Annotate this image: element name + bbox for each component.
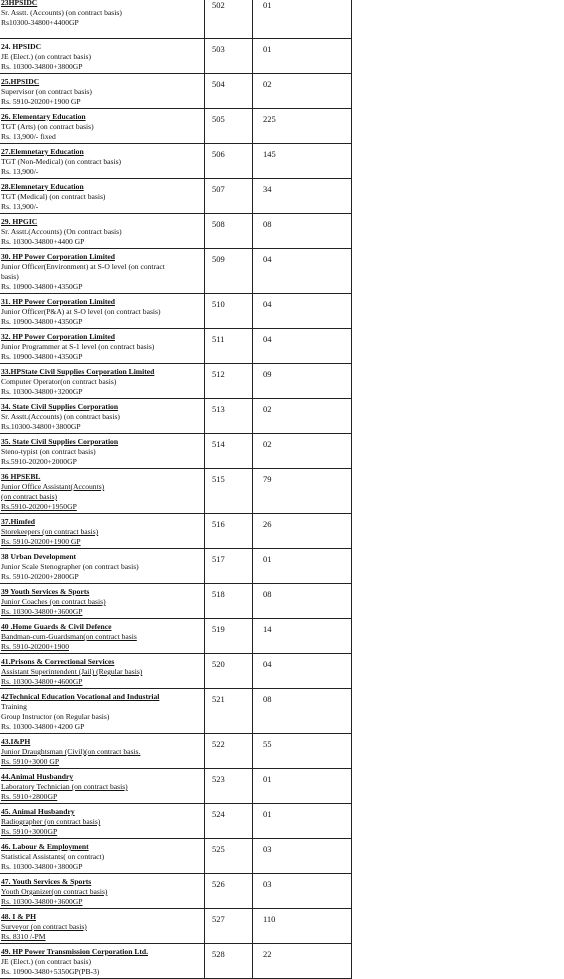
table-row [0,364,352,399]
post-code-cell: 521 [205,689,253,734]
vacancy-count-cell: 04 [253,329,352,364]
post-detail-line: Rs. 5910+3000 GP [1,757,60,766]
post-description-cell [0,549,205,584]
post-detail-line: Group Instructor (on Regular basis) [1,712,110,721]
post-code-cell: 509 [205,249,253,294]
post-code-cell: 507 [205,179,253,214]
department-heading: 27.Elemnetary Education [1,147,84,156]
post-detail-line: Bandman-cum-Guardsman(on contract basis [1,632,137,641]
department-heading: 49. HP Power Transmission Corporation Ltd. [1,947,149,956]
vacancy-count-cell: 225 [253,109,352,144]
post-detail-line: Sr. Asstt. (Accounts) (on contract basis) [1,8,122,17]
post-description-cell [0,584,205,619]
department-heading: 28.Elemnetary Education [1,182,84,191]
post-code-cell: 512 [205,364,253,399]
vacancy-count-cell: 145 [253,144,352,179]
post-code-cell: 518 [205,584,253,619]
post-detail-line: Junior Coaches (on contract basis) [1,597,106,606]
table-row [0,74,352,109]
department-heading: 30. HP Power Corporation Limited [1,252,115,261]
department-heading: 25.HPSIDC [1,77,40,86]
post-code-cell: 520 [205,654,253,689]
post-detail-line: Rs. 5910+2800GP [1,792,58,801]
post-description-cell [0,874,205,909]
post-detail-line: Rs. 5910+3000GP [1,827,58,836]
post-description-cell [0,399,205,434]
table-row [0,294,352,329]
post-detail-line: Rs. 10900-34800+4350GP [1,317,83,326]
post-code-cell: 506 [205,144,253,179]
table-row [0,0,352,39]
post-detail-line: TGT (Non-Medical) (on contract basis) [1,157,122,166]
post-code-cell: 519 [205,619,253,654]
post-detail-line: Junior Draughtsman (Civil)(on contract basis. [1,747,141,756]
department-heading: 36 HPSEBL [1,472,41,481]
post-detail-line: Junior Programmer at S-1 level (on contract basis) [1,342,155,351]
post-description-cell [0,769,205,804]
table-row [0,874,352,909]
vacancy-count-cell: 01 [253,769,352,804]
post-detail-line: Assistant Superintendent (Jail) (Regular basis) [1,667,143,676]
post-detail-line: Supervisor (on contract basis) [1,87,92,96]
post-detail-line: Rs. 10300-34800+4400 GP [1,237,85,246]
post-detail-line: Statistical Assistants( on contract) [1,852,105,861]
post-description-cell [0,469,205,514]
post-code-cell: 510 [205,294,253,329]
vacancy-count-cell: 04 [253,294,352,329]
vacancy-count-cell: 08 [253,689,352,734]
post-description-cell [0,619,205,654]
post-detail-line: Rs. 13,900/- [1,167,39,176]
vacancy-count-cell: 14 [253,619,352,654]
post-detail-line: Junior Officer(Environment) at S-O level (on contract [1,262,165,271]
post-detail-line: Rs. 10900-3480+5350GP(PB-3) [1,967,100,976]
vacancy-count-cell: 08 [253,214,352,249]
table-row [0,214,352,249]
post-description-cell [0,329,205,364]
post-detail-line: Rs. 10300-34800+3600GP [1,897,83,906]
post-detail-line: Youth Organizer(on contract basis) [1,887,108,896]
post-description-cell [0,109,205,144]
post-detail-line: Junior Office Assistant(Accounts) [1,482,105,491]
post-code-cell: 523 [205,769,253,804]
table-row [0,329,352,364]
table-row [0,804,352,839]
vacancy-count-cell: 26 [253,514,352,549]
department-heading: 42Technical Education Vocational and Industrial [1,692,160,701]
post-detail-line: (on contract basis) [1,492,58,501]
table-row [0,109,352,144]
post-description-cell [0,249,205,294]
post-detail-line: Rs. 13,900/- [1,202,39,211]
vacancy-count-cell: 03 [253,874,352,909]
vacancy-count-cell: 04 [253,249,352,294]
vacancy-count-cell: 55 [253,734,352,769]
post-detail-line: Rs.5910-20200+1950GP [1,502,77,511]
post-code-cell: 508 [205,214,253,249]
department-heading: 39 Youth Services & Sports [1,587,90,596]
table-row [0,144,352,179]
department-heading: 45. Animal Husbandry [1,807,75,816]
post-detail-line: Radiographer (on contract basis) [1,817,101,826]
post-detail-line: Junior Scale Stenographer (on contract basis) [1,562,139,571]
department-heading: 24. HPSIDC [1,42,42,51]
department-heading: 46. Labour & Employment [1,842,89,851]
post-code-cell: 528 [205,944,253,979]
table-row [0,549,352,584]
post-detail-line: Rs. 10900-34800+4350GP [1,282,83,291]
post-code-cell: 526 [205,874,253,909]
post-description-cell [0,364,205,399]
vacancy-count-cell: 01 [253,549,352,584]
department-heading: 44.Animal Husbandry [1,772,74,781]
table-row [0,769,352,804]
vacancy-count-cell: 02 [253,74,352,109]
table-row [0,909,352,944]
table-row [0,944,352,979]
post-description-cell [0,654,205,689]
post-detail-line: Training [1,702,27,711]
post-description-cell [0,179,205,214]
post-detail-line: Sr. Asstt.(Accounts) (on contract basis) [1,412,120,421]
table-row [0,399,352,434]
department-heading: 37.Himfed [1,517,35,526]
post-detail-line: TGT (Arts) (on contract basis) [1,122,94,131]
post-detail-line: Steno-typist (on contract basis) [1,447,96,456]
vacancy-count-cell: 02 [253,434,352,469]
table-row [0,839,352,874]
post-description-cell [0,74,205,109]
department-heading: 48. I & PH [1,912,37,921]
post-detail-line: Computer Operator(on contract basis) [1,377,117,386]
post-description-cell [0,944,205,979]
department-heading: 47. Youth Services & Sports [1,877,92,886]
post-code-cell: 505 [205,109,253,144]
post-description-cell [0,909,205,944]
post-description-cell [0,689,205,734]
vacancy-count-cell: 08 [253,584,352,619]
post-detail-line: Sr. Asstt.(Accounts) (On contract basis) [1,227,122,236]
department-heading: 33.HPState Civil Supplies Corporation Limited [1,367,155,376]
post-detail-line: Rs.10300-34800+3800GP [1,422,81,431]
table-row [0,179,352,214]
vacancy-count-cell: 110 [253,909,352,944]
post-code-cell: 522 [205,734,253,769]
vacancy-count-cell: 01 [253,804,352,839]
post-detail-line: Junior Officer(P&A) at S-O level (on contract basis) [1,307,161,316]
department-heading: 40 .Home Guards & Civil Defence [1,622,112,631]
post-detail-line: Rs. 5910-20200+1900 GP [1,537,81,546]
vacancy-count-cell: 04 [253,654,352,689]
post-detail-line: Rs. 10300-34800+4600GP [1,677,83,686]
post-detail-line: Rs. 10900-34800+4350GP [1,352,83,361]
post-description-cell [0,804,205,839]
post-description-cell [0,734,205,769]
post-detail-line: Rs. 8310 /-PM [1,932,46,941]
department-heading: 43.I&PH [1,737,31,746]
post-detail-line: basis) [1,272,19,281]
post-description-cell [0,39,205,74]
vacancy-count-cell: 34 [253,179,352,214]
post-description-cell [0,144,205,179]
post-detail-line: Rs. 5910-20200+1900 [1,642,69,651]
post-description-cell [0,514,205,549]
department-heading: 38 Urban Development [1,552,77,561]
vacancy-count-cell: 01 [253,0,352,39]
post-description-cell [0,0,205,39]
table-row [0,734,352,769]
vacancy-count-cell: 03 [253,839,352,874]
post-detail-line: JE (Elect.) (on contract basis) [1,957,92,966]
post-description-cell [0,839,205,874]
post-description-cell [0,294,205,329]
post-code-cell: 527 [205,909,253,944]
post-code-cell: 511 [205,329,253,364]
post-code-cell: 514 [205,434,253,469]
post-detail-line: Laboratory Technician (on contract basis) [1,782,128,791]
table-row [0,689,352,734]
department-heading: 32. HP Power Corporation Limited [1,332,115,341]
post-detail-line: Surveyor (on contract basis) [1,922,87,931]
post-detail-line: Rs. 10300-34800+3800GP [1,862,83,871]
post-detail-line: Storekeepers (on contract basis) [1,527,99,536]
post-detail-line: Rs. 10300-34800+3800GP [1,62,83,71]
post-detail-line: Rs10300-34800+4400GP [1,18,79,27]
department-heading: 34. State Civil Supplies Corporation [1,402,119,411]
post-code-cell: 503 [205,39,253,74]
department-heading: 41.Prisons & Correctional Services [1,657,115,666]
department-heading: 31. HP Power Corporation Limited [1,297,115,306]
post-code-cell: 502 [205,0,253,39]
table-row [0,654,352,689]
department-heading: 23HPSIDC [1,0,38,7]
post-detail-line: Rs. 5910-20200+2800GP [1,572,79,581]
vacancy-count-cell: 09 [253,364,352,399]
vacancy-count-cell: 79 [253,469,352,514]
table-row [0,39,352,74]
department-heading: 26. Elementary Education [1,112,86,121]
post-detail-line: Rs. 10300-34800+3600GP [1,607,83,616]
post-code-cell: 504 [205,74,253,109]
post-code-cell: 513 [205,399,253,434]
post-detail-line: Rs. 10300-34800+3200GP [1,387,83,396]
vacancy-count-cell: 01 [253,39,352,74]
post-code-cell: 525 [205,839,253,874]
post-detail-line: Rs.5910-20200+2000GP [1,457,77,466]
post-code-cell: 515 [205,469,253,514]
vacancy-count-cell: 22 [253,944,352,979]
post-detail-line: Rs. 5910-20200+1900 GP [1,97,81,106]
table-row [0,249,352,294]
post-detail-line: TGT (Medical) (on contract basis) [1,192,106,201]
post-detail-line: Rs. 10300-34800+4200 GP [1,722,85,731]
post-code-cell: 524 [205,804,253,839]
vacancy-count-cell: 02 [253,399,352,434]
post-code-cell: 517 [205,549,253,584]
table-row [0,469,352,514]
table-row [0,434,352,469]
post-detail-line: Rs. 13,900/- fixed [1,132,56,141]
post-description-cell [0,214,205,249]
post-description-cell [0,434,205,469]
post-detail-line: JE (Elect.) (on contract basis) [1,52,92,61]
table-row [0,514,352,549]
table-row [0,619,352,654]
department-heading: 35. State Civil Supplies Corporation [1,437,119,446]
post-code-cell: 516 [205,514,253,549]
table-row [0,584,352,619]
department-heading: 29. HPGIC [1,217,38,226]
